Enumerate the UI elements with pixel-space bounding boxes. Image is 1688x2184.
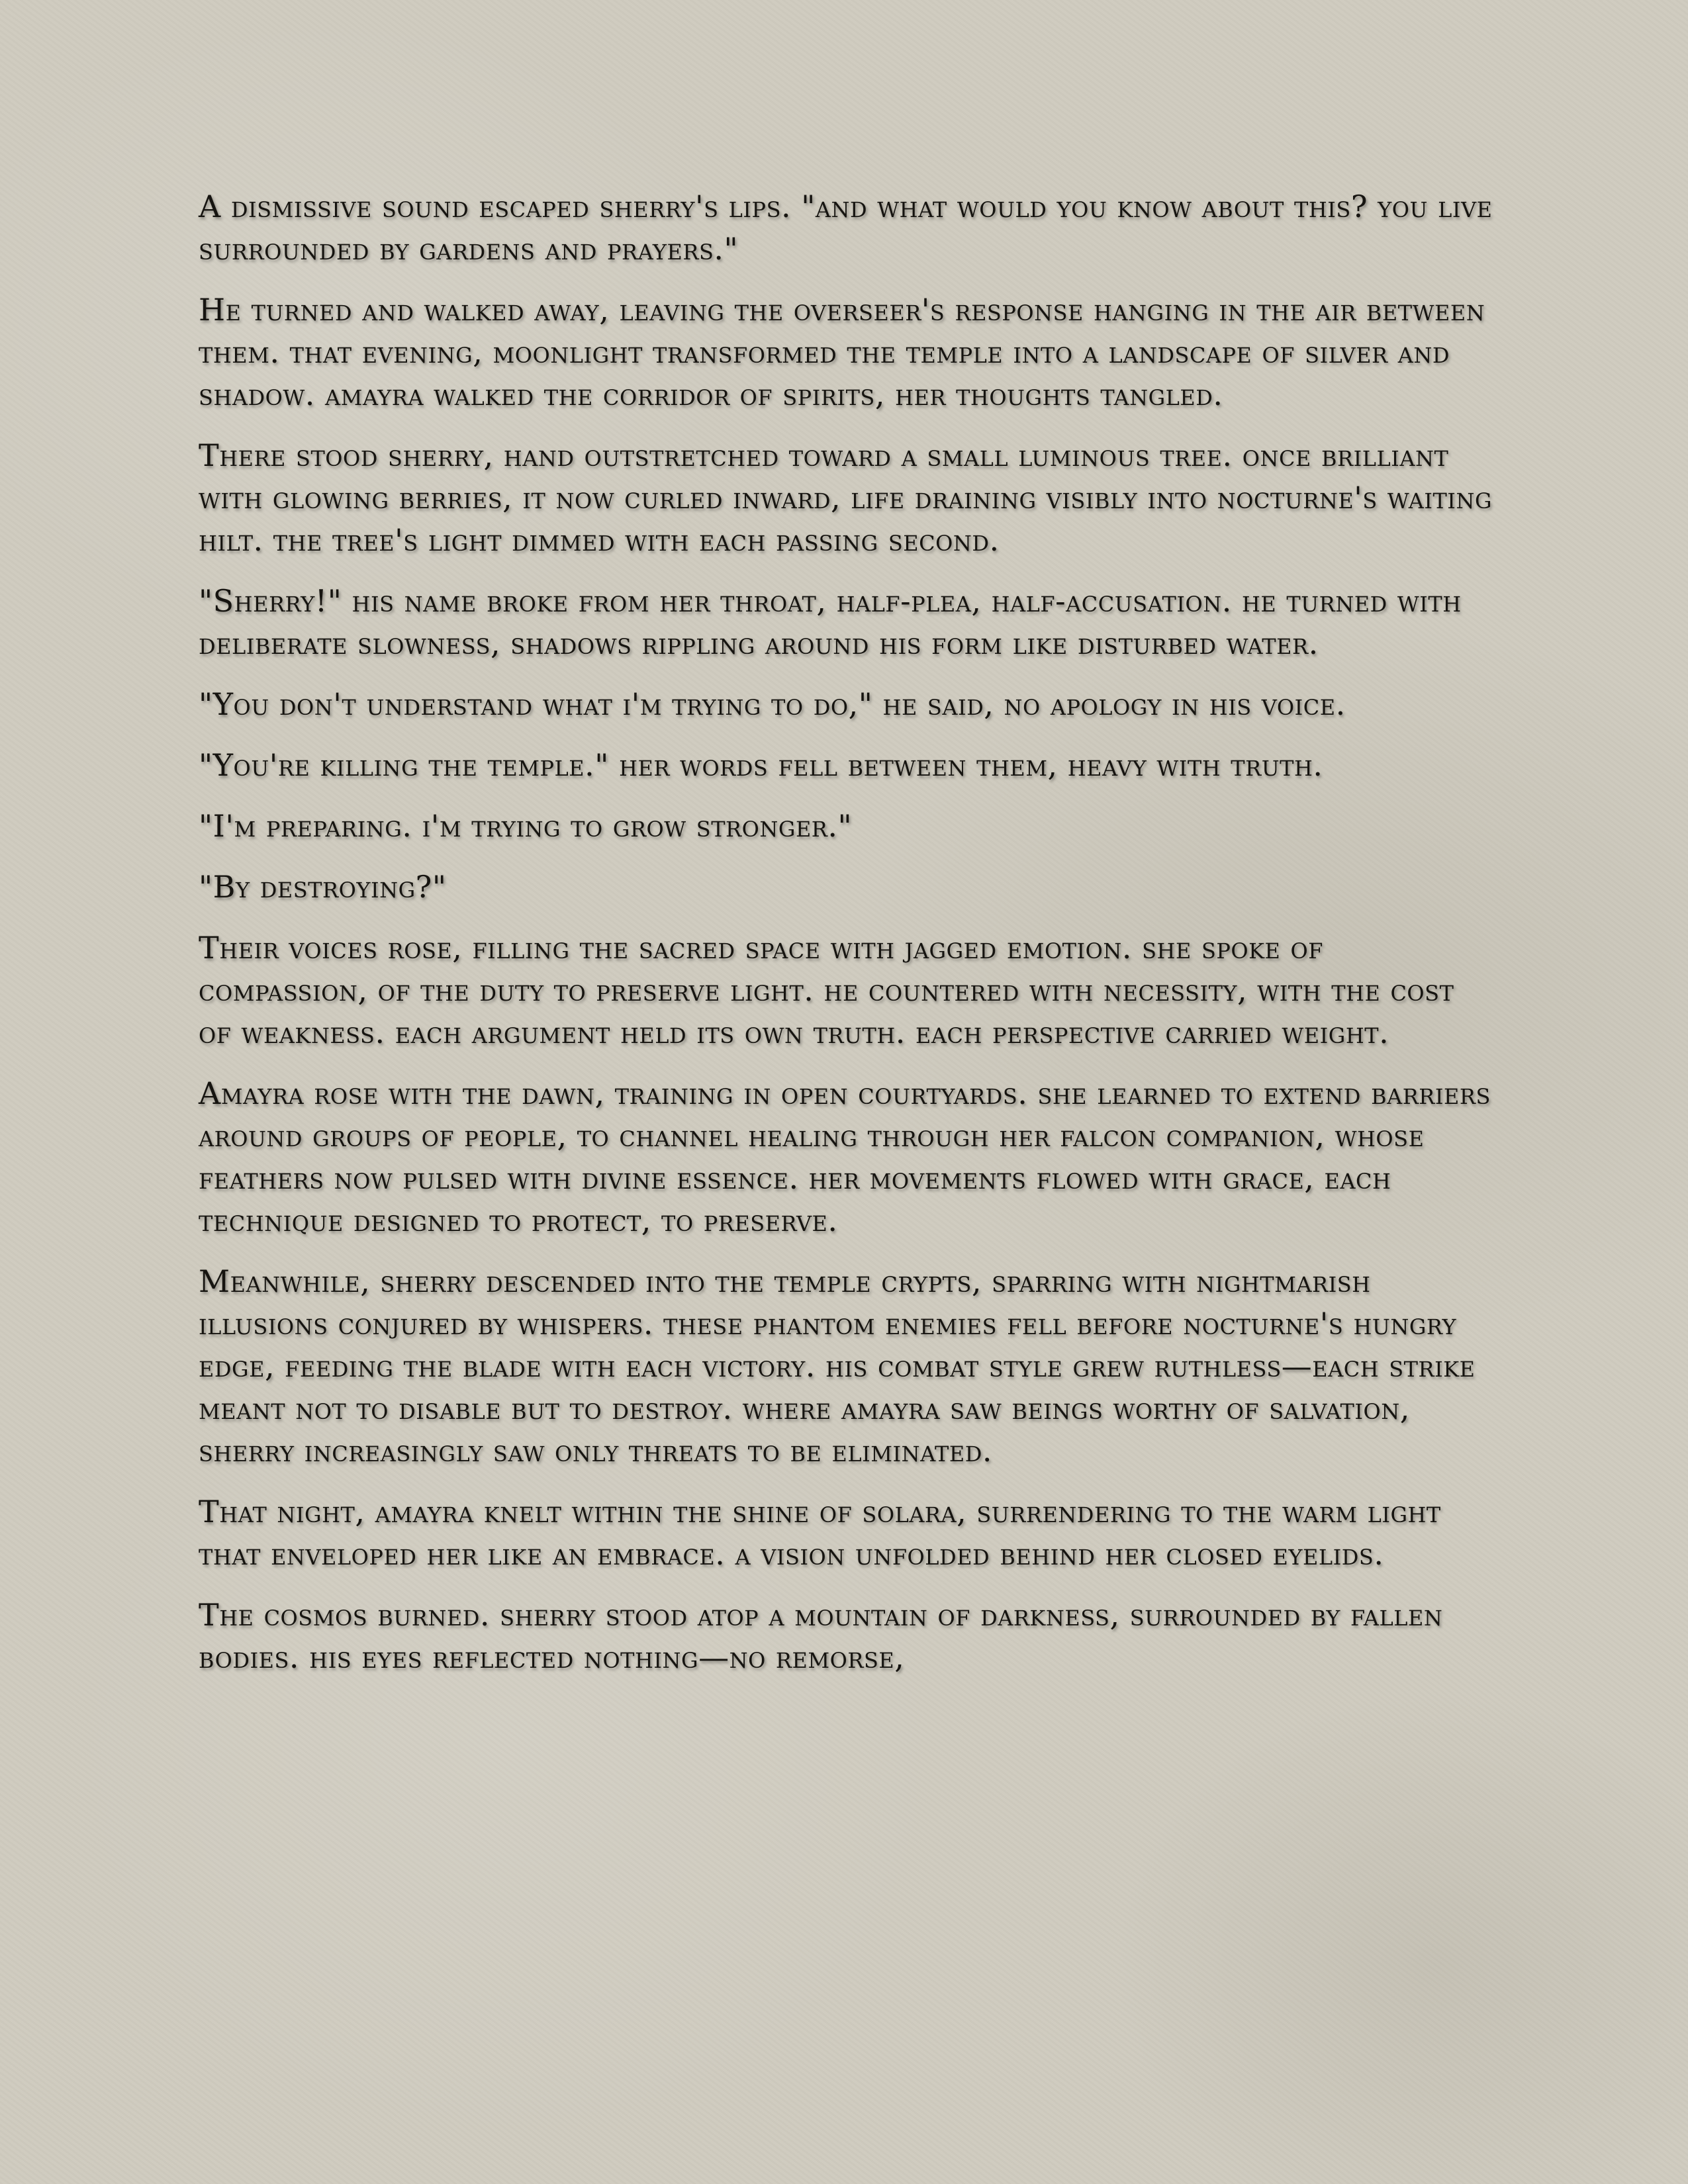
paragraph: There stood sherry, hand outstretched toward a small luminous tree. once brilliant with glowing berries, it now curled inward, life draining visibly into nocturne's waiting hilt. the tree's light dimmed with each passing second. bbox=[199, 437, 1493, 558]
paragraph: A dismissive sound escaped sherry's lips. "and what would you know about this? you live surrounded by gardens and prayers." bbox=[199, 189, 1493, 267]
paragraph: The cosmos burned. sherry stood atop a mountain of darkness, surrounded by fallen bodies. his eyes reflected nothing—no remorse, bbox=[199, 1597, 1443, 1675]
paragraph: That night, amayra knelt within the shine of solara, surrendering to the warm light that enveloped her like an embrace. a vision unfolded behind her closed eyelids. bbox=[199, 1494, 1441, 1572]
paragraph: "I'm preparing. i'm trying to grow stronger." bbox=[199, 808, 853, 844]
paragraph: "You don't understand what i'm trying to do," he said, no apology in his voice. bbox=[199, 686, 1346, 722]
story-text-body bbox=[199, 185, 1496, 1697]
paragraph: Their voices rose, filling the sacred space with jagged emotion. she spoke of compassion, of the duty to preserve light. he countered with necessity, with the cost of weakness. each argument held its own truth. each perspective carried weight. bbox=[199, 930, 1454, 1050]
paragraph: "By destroying?" bbox=[199, 869, 447, 905]
paragraph: He turned and walked away, leaving the overseer's response hanging in the air between them. that evening, moonlight transformed the temple into a landscape of silver and shadow. amayra walked the corridor of spirits, her thoughts tangled. bbox=[199, 292, 1485, 412]
paragraph: "Sherry!" his name broke from her throat, half-plea, half-accusation. he turned with deliberate slowness, shadows rippling around his form like disturbed water. bbox=[199, 583, 1462, 661]
paragraph: "You're killing the temple." her words fell between them, heavy with truth. bbox=[199, 747, 1323, 783]
paragraph: Amayra rose with the dawn, training in open courtyards. she learned to extend barriers around groups of people, to channel healing through her falcon companion, whose feathers now pulsed with divine essence. her movements flowed with grace, each technique designed to protect, to preserve. bbox=[199, 1075, 1491, 1238]
paragraph: Meanwhile, sherry descended into the temple crypts, sparring with nightmarish illusions conjured by whispers. these phantom enemies fell before nocturne's hungry edge, feeding the blade with each victory. his combat style grew ruthless—each strike meant not to disable but to destroy. where amayra saw beings worthy of salvation, sherry increasingly saw only threats to be eliminated. bbox=[199, 1263, 1476, 1469]
